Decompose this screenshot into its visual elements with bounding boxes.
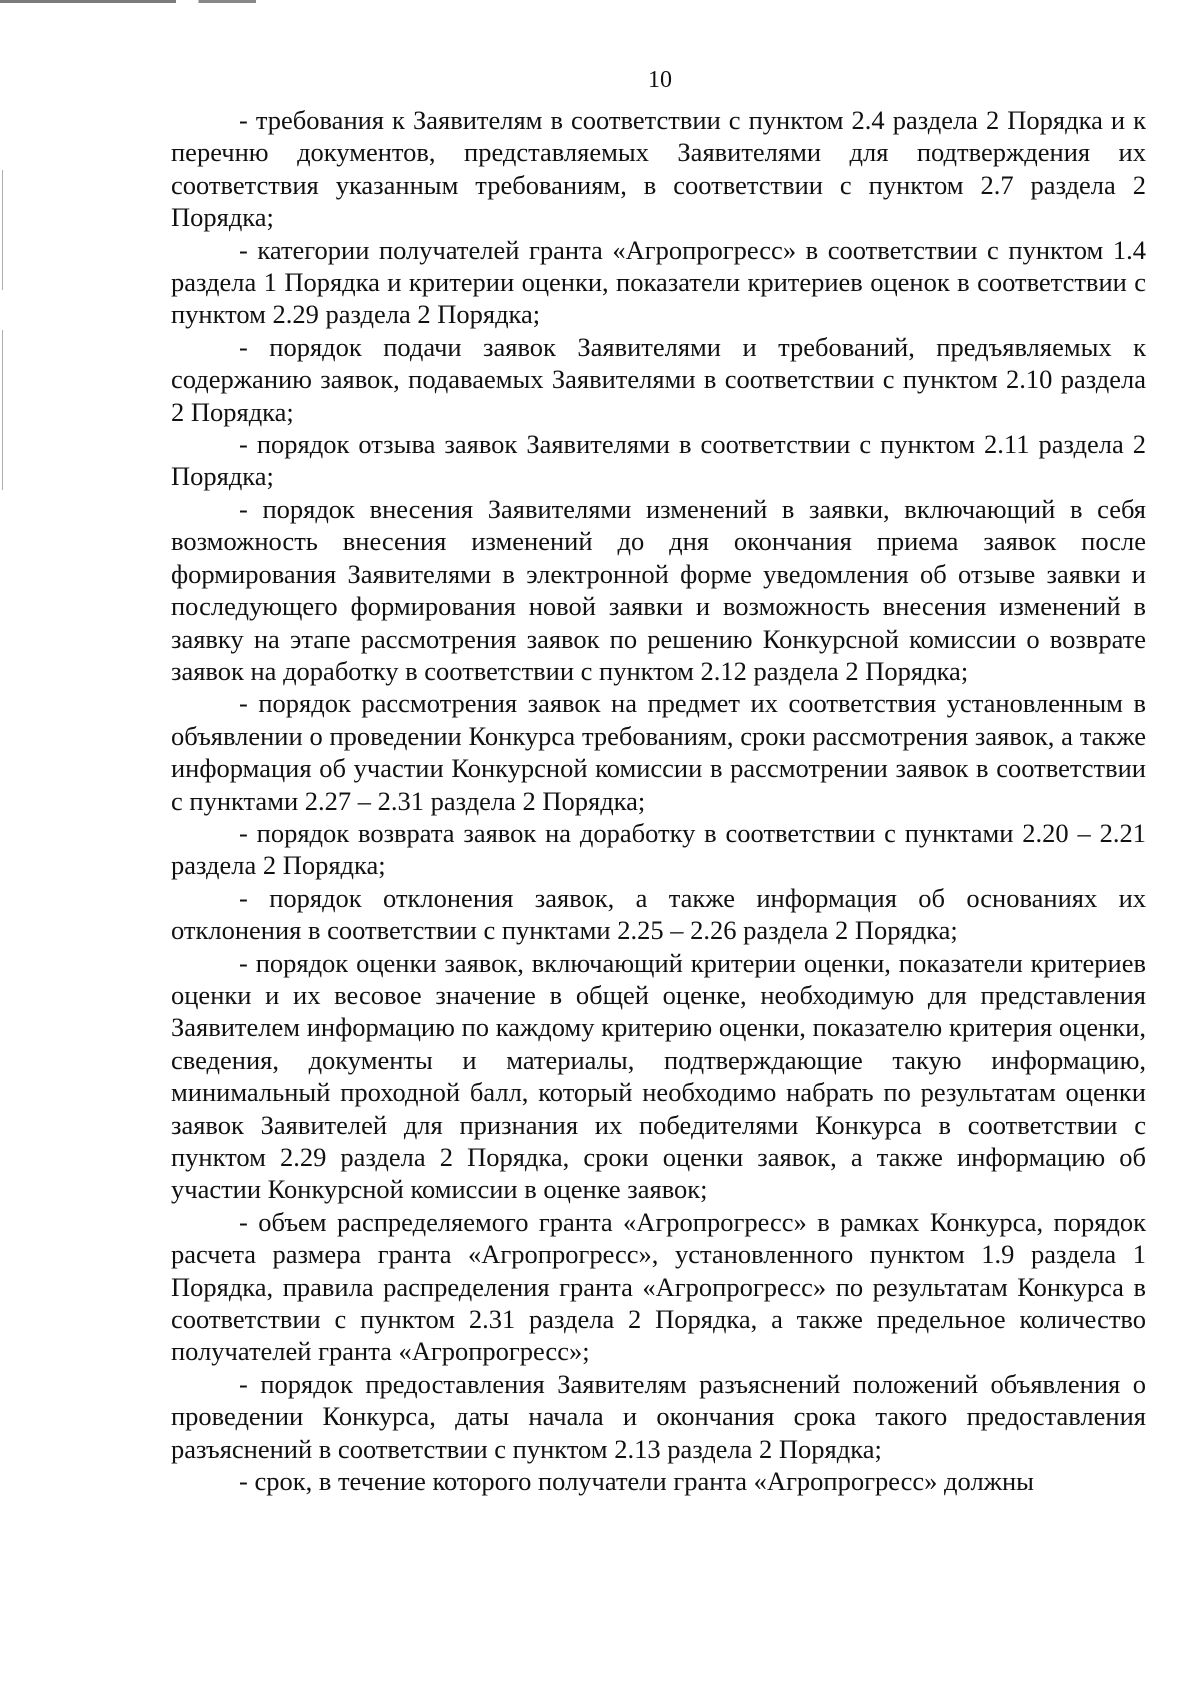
list-item-deadline: - срок, в течение которого получатели гранта «Агропрогресс» должны xyxy=(239,1466,1034,1497)
list-item-requirements: - требования к Заявителям в соответствии с пунктом 2.4 раздела 2 Порядка и к перечню документов, представляемых Заявителями для подтверждения их соответствия указанным требованиям, в соответствии с пунктом 2.7 раздела 2 Порядка; xyxy=(171,105,1146,233)
list-item-rejection-order: - порядок отклонения заявок, а также информация об основаниях их отклонения в соответствии с пунктами 2.25 – 2.26 раздела 2 Порядка; xyxy=(171,882,1146,946)
scan-artifact-left-edge xyxy=(2,170,3,290)
list-item-return-order: - порядок возврата заявок на доработку в соответствии с пунктами 2.20 – 2.21 раздела 2 Порядка; xyxy=(171,817,1146,881)
list-item-evaluation-order: - порядок оценки заявок, включающий критерии оценки, показатели критериев оценки и их весовое значение в общей оценке, необходимую для представления Заявителем информацию по каждому критерию оценки, показателю критерия оценки, сведения, документы и материалы, подтверждающие такую информацию, минимальный проходной балл, который необходимо набрать по результатам оценки заявок Заявителей для признания их победителями Конкурса в соответствии с пунктом 2.29 раздела 2 Порядка, сроки оценки заявок, а также информацию об участии Конкурсной комиссии в оценке заявок; xyxy=(171,947,1146,1205)
document-body xyxy=(171,104,1146,1497)
scan-artifact-top xyxy=(0,0,320,3)
page-number: 10 xyxy=(648,67,672,93)
list-item-amendment-order: - порядок внесения Заявителями изменений в заявки, включающий в себя возможность внесения изменений до дня окончания приема заявок после формирования Заявителями в электронной форме уведомления об отзыве заявки и последующего формирования новой заявки и возможность внесения изменений в заявку на этапе рассмотрения заявок по решению Конкурсной комиссии о возврате заявок на доработку в соответствии с пунктом 2.12 раздела 2 Порядка; xyxy=(171,493,1146,686)
list-item-categories: - категории получателей гранта «Агропрогресс» в соответствии с пунктом 1.4 раздела 1 Порядка и критерии оценки, показатели критериев оценок в соответствии с пунктом 2.29 раздела 2 Порядка; xyxy=(171,234,1146,330)
list-item-submission-order: - порядок подачи заявок Заявителями и требований, предъявляемых к содержанию заявок, подаваемых Заявителями в соответствии с пунктом 2.10 раздела 2 Порядка; xyxy=(171,331,1146,427)
list-item-withdrawal-order: - порядок отзыва заявок Заявителями в соответствии с пунктом 2.11 раздела 2 Порядка; xyxy=(171,429,1146,492)
list-item-review-order: - порядок рассмотрения заявок на предмет их соответствия установленным в объявлении о проведении Конкурса требованиям, сроки рассмотрения заявок, а также информация об участии Конкурсной комиссии в рассмотрении заявок в соответствии с пунктами 2.27 – 2.31 раздела 2 Порядка; xyxy=(171,688,1146,816)
list-item-grant-volume: - объем распределяемого гранта «Агропрогресс» в рамках Конкурса, порядок расчета размера гранта «Агропрогресс», установленного пунктом 1.9 раздела 1 Порядка, правила распределения гранта «Агропрогресс» по результатам Конкурса в соответствии с пунктом 2.31 раздела 2 Порядка, а также предельное количество получателей гранта «Агропрогресс»; xyxy=(171,1206,1146,1367)
scan-artifact-left-edge xyxy=(2,330,3,490)
list-item-clarifications: - порядок предоставления Заявителям разъяснений положений объявления о проведении Конкурса, даты начала и окончания срока такого предоставления разъяснений в соответствии с пунктом 2.13 раздела 2 Порядка; xyxy=(171,1368,1146,1464)
